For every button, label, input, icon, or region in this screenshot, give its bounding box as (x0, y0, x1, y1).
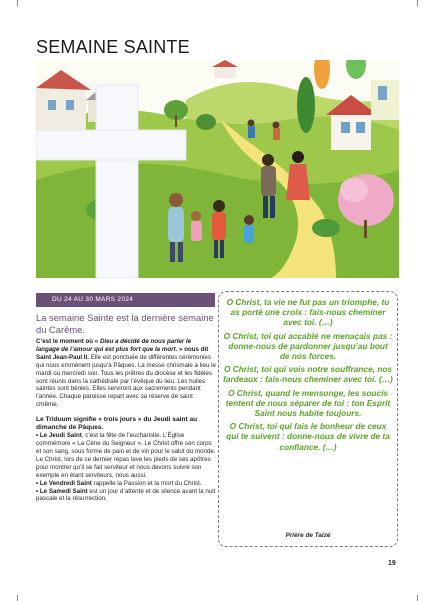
intro-bold-suffix: » nous dit Saint Jean-Paul II. (36, 345, 209, 361)
prayer-text (223, 297, 393, 455)
prayer-stanza: O Christ, quand le mensonge, les soucis tentent de nous séparer de toi : ton Esprit Saint nous habite toujours. (225, 387, 391, 419)
crop-mark (417, 0, 418, 6)
triduum-item-label: • Le Vendredi Saint (36, 479, 92, 487)
intro-quote: Dieu a décidé de nous parler le langage de l’amour qui est plus fort que la mort. (36, 338, 192, 353)
crop-mark (417, 595, 418, 601)
intro-bold-prefix: C’est le moment où « (36, 338, 99, 345)
triduum-item-label: • Le Jeudi Saint (36, 432, 82, 440)
prayer-stanza: O Christ, toi qui accablé ne menaçais pas : donne-nous de pardonner jusqu’au bout de nos forces. (223, 330, 393, 362)
triduum-item (36, 488, 216, 504)
prayer-attribution: Prière de Taizé (285, 532, 331, 539)
lead-paragraph: La semaine Sainte est la dernière semaine du Carême. (36, 312, 214, 335)
triduum-item (36, 432, 216, 479)
triduum-heading: Le Triduum signifie « trois jours » du Jeudi saint au dimanche de Pâques. (36, 416, 198, 432)
prayer-stanza: O Christ, toi qui fais le bonheur de ceux qui te suivent : donne-nous de vivre de ta confiance. (…) (226, 421, 390, 452)
prayer-stanza: O Christ, ta vie ne fut pas un triomphe, tu as porté une croix : fais-nous cheminer avec toi. (…) (226, 297, 390, 328)
holy-week-procession-illustration (36, 60, 399, 278)
crop-mark (17, 0, 18, 6)
page-title: SEMAINE SAINTE (36, 37, 190, 57)
intro-paragraph (36, 338, 216, 409)
triduum-item-text: rappelle la Passion et la mort du Christ. (91, 479, 202, 487)
date-banner: DU 24 AU 30 MARS 2024 (36, 293, 215, 307)
intro-column (36, 312, 216, 503)
triduum-item (36, 480, 216, 488)
crop-mark (17, 595, 18, 601)
triduum-item-label: • Le Samedi Saint (36, 487, 88, 495)
page-number: 19 (388, 560, 396, 567)
triduum-item-text: est un jour d’attente et de silence avant la nuit pascale et la résurrection. (36, 487, 216, 503)
triduum-item-text: , c’est la fête de l’eucharistie. L’Église commémore « La Cène du Seigneur ». Le Christ offre son corps et son sang, sous forme de pain et de vin pour le salut du monde. Le Christ, lors de ce dernier repas lave les pieds de ses apôtres pour montrer qu’il se fait serviteur et nous devons suivre son exemple en étant serviteurs, nous aussi. (36, 432, 216, 479)
intro-text: Elle est ponctuée de différentes cérémonies qui nous emmènent jusqu’à Pâques. La messe chrismale a lieu le mardi ou mercredi soir. Tous les prêtres du diocèse et les fidèles sont réunis dans la cathédrale par l’évêque du lieu. Les huiles saintes sont bénies. Elles serviront aux sacrements pendant l’année. Chaque paroisse repart avec sa réserve de saint chrême. (36, 353, 216, 409)
prayer-stanza: O Christ, toi qui vois notre souffrance, nos fardeaux : fais-nous cheminer avec toi. (…) (223, 364, 393, 385)
